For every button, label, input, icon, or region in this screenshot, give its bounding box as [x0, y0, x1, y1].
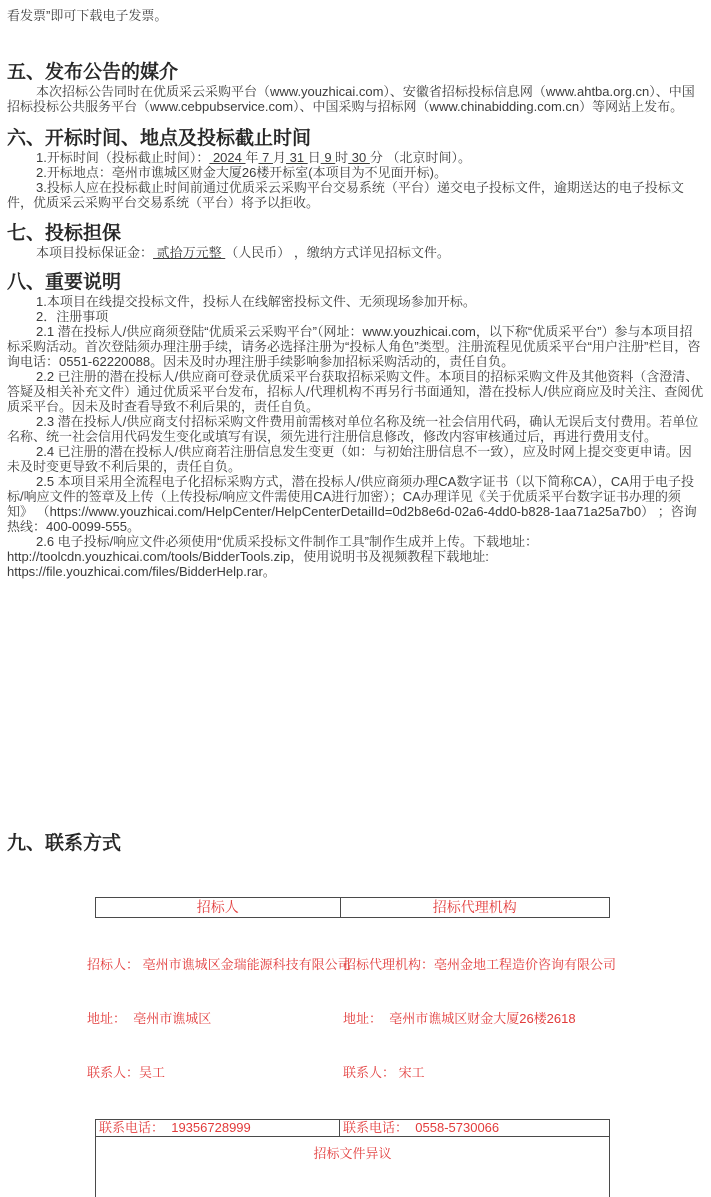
open-time-day-unit: 日	[307, 150, 321, 165]
bidder-phone: 联系电话： 19356728999	[96, 1120, 340, 1136]
contact-table-header-row	[95, 897, 610, 918]
section-heading-bid-opening: 六、开标时间、地点及投标截止时间	[7, 128, 312, 149]
paragraph-2-4-info-change: 2.4 已注册的潜在投标人/供应商若注册信息发生变更（如：与初始注册信息不一致），应及时网上提交变更申请。因未及时变更导致不利后果的，责任自负。	[7, 444, 692, 474]
section-heading-contact: 九、联系方式	[7, 833, 122, 854]
section-heading-important-notes: 八、重要说明	[7, 272, 122, 293]
table-header-agency: 招标代理机构	[432, 899, 517, 915]
open-time-day: 31	[286, 150, 308, 165]
paragraph-2-1-registration: 2.1 潜在投标人/供应商须登陆“优质采云采购平台”（网址：www.youzhicai.com，以下称“优质采平台”）参与本项目招标采购活动。首次登陆须办理注册手续，请务必选择注册为“投标人角色”类型。注册流程见优质采平台“用户注册”栏目，咨询电话：0551-62220088。因未及时办理注册手续影响参加招标采购活动的，责任自负。	[7, 324, 701, 369]
paragraph-media-platforms: 本次招标公告同时在优质采云采购平台（www.youzhicai.com）、安徽省招标投标信息网（www.ahtba.org.cn）、中国招标投标公共服务平台（www.cebpubservice.com）、中国采购与招标网（www.chinabidding.com.cn）等网站上发布。	[7, 84, 695, 114]
paragraph-deposit	[7, 245, 704, 260]
agency-info-cell	[343, 920, 616, 1118]
agency-contact-person: 联系人： 宋工	[343, 1065, 425, 1080]
open-time-prefix: 1.开标时间（投标截止时间）：	[36, 150, 210, 165]
section-heading-bid-guarantee: 七、投标担保	[7, 223, 122, 244]
agency-phone: 联系电话： 0558-5730066	[343, 1120, 500, 1135]
table-footer-objection: 招标文件异议	[95, 1137, 610, 1197]
open-time-minute: 30	[348, 150, 370, 165]
open-time-minute-unit: 分	[369, 150, 383, 165]
deposit-amount: 贰拾万元整	[153, 245, 226, 260]
section-heading-media: 五、发布公告的媒介	[7, 62, 179, 83]
table-header-bidder: 招标人	[96, 898, 341, 917]
bidder-info-cell	[87, 920, 351, 1118]
open-time-hour-unit: 时	[335, 150, 349, 165]
paragraph-online-submission: 1.本项目在线提交投标文件，投标人在线解密投标文件、无须现场参加开标。	[36, 294, 476, 309]
agency-name: 招标代理机构：亳州金地工程造价咨询有限公司	[343, 957, 617, 972]
paragraph-2-2-documents: 2.2 已注册的潜在投标人/供应商可登录优质采平台获取招标采购文件。本项目的招标采购文件及其他资料（含澄清、答疑及相关补充文件）通过优质采平台发布，招标人/代理机构不再另行书面通知，潜在投标人/供应商应及时关注、查阅优质采平台。因未及时查看导致不利后果的，责任自负。	[7, 369, 704, 414]
contact-table-info-row	[87, 920, 617, 1118]
bidder-name: 招标人： 亳州市谯城区金瑞能源科技有限公司	[87, 957, 351, 972]
bidder-address: 地址： 亳州市谯城区	[87, 1011, 212, 1026]
paragraph-2-6-bidder-tools: 2.6 电子投标/响应文件必须使用“优质采投标文件制作工具”制作生成并上传。下载地址：http://toolcdn.youzhicai.com/tools/BidderTools.zip，使用说明书及视频教程下载地址: https://file.youzhicai.com/files/BidderHelp.rar。	[7, 534, 538, 579]
open-time-year: 2024	[209, 150, 246, 165]
deposit-prefix: 本项目投标保证金：	[36, 245, 154, 260]
paragraph-open-time	[7, 150, 704, 165]
open-time-month-unit: 月	[272, 150, 286, 165]
paragraph-open-location: 2.开标地点：亳州市谯城区财金大厦26楼开标室(本项目为不见面开标)。	[36, 165, 447, 180]
paragraph-submission-rule: 3.投标人应在投标截止时间前通过优质采云采购平台交易系统（平台）递交电子投标文件，逾期送达的电子投标文件，优质采云采购平台交易系统（平台）将予以拒收。	[7, 180, 684, 210]
paragraph-2-3-payment-check: 2.3 潜在投标人/供应商支付招标采购文件费用前需核对单位名称及统一社会信用代码，确认无误后支付费用。若单位名称、统一社会信用代码发生变化或填写有误，须先进行注册信息修改，修改内容审核通过后，再进行费用支付。	[7, 414, 699, 444]
open-time-suffix: （北京时间）。	[382, 150, 472, 165]
intro-line: 看发票”即可下载电子发票。	[7, 8, 168, 23]
open-time-month: 7	[258, 150, 273, 165]
contact-section	[7, 833, 704, 1197]
paragraph-2-5-ca-certificate: 2.5 本项目采用全流程电子化招标采购方式，潜在投标人/供应商须办理CA数字证书（以下简称CA），CA用于电子投标/响应文件的签章及上传（上传投标/响应文件需使用CA进行加密）；CA办理详见《关于优质采平台数字证书办理的须知》 （https://www.youzhicai.com/HelpCenter/HelpCenterDetailId=0d2b8e6d-02a6-4dd0-b828-1aa71a25a7b0） ；咨询热线：400-0099-555。	[7, 474, 697, 534]
contact-table-phone-row	[95, 1119, 610, 1137]
contact-table	[87, 897, 617, 1197]
bidder-contact-person: 联系人：吴工	[87, 1065, 166, 1080]
deposit-suffix: （人民币） ，缴纳方式详见招标文件。	[225, 245, 450, 260]
paragraph-registration-title: 2．注册事项	[36, 309, 109, 324]
open-time-year-unit: 年	[245, 150, 259, 165]
agency-address: 地址： 亳州市谯城区财金大厦26楼2618	[343, 1011, 576, 1026]
open-time-hour: 9	[320, 150, 336, 165]
